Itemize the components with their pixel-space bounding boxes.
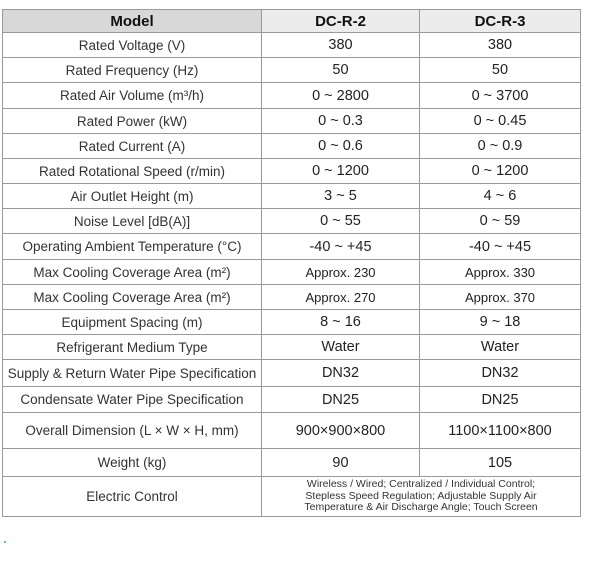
table-row [3,413,581,449]
value-dc-r-2: 0 ~ 1200 [262,159,420,184]
electric-control-value [262,477,581,517]
table-row [3,285,581,310]
table-row [3,234,581,260]
row-label: Operating Ambient Temperature (°C) [3,234,262,260]
row-label: Refrigerant Medium Type [3,335,262,360]
table-row [3,360,581,387]
value-dc-r-2: 0 ~ 0.6 [262,134,420,159]
value-dc-r-2: DN25 [262,387,420,413]
row-label: Rated Frequency (Hz) [3,58,262,83]
table-row-electric-control [3,477,581,517]
row-label: Condensate Water Pipe Specification [3,387,262,413]
stray-dot [4,541,6,543]
value-dc-r-2: 380 [262,33,420,58]
table-header-row [3,10,581,33]
value-dc-r-2: 3 ~ 5 [262,184,420,209]
electric-control-line-2: Stepless Speed Regulation; Adjustable Supply Air [305,489,537,502]
value-dc-r-3: DN25 [420,387,581,413]
value-dc-r-2: 0 ~ 55 [262,209,420,234]
value-dc-r-2: Approx. 270 [262,285,420,310]
electric-control-line-1: Wireless / Wired; Centralized / Individual Control; [306,478,536,491]
spec-table [2,9,581,517]
row-label: Supply & Return Water Pipe Specification [3,360,262,387]
value-dc-r-2: -40 ~ +45 [262,234,420,260]
value-dc-r-2: DN32 [262,360,420,387]
value-dc-r-3: 0 ~ 0.45 [420,109,581,134]
table-row [3,387,581,413]
row-label: Weight (kg) [3,449,262,477]
table-row [3,335,581,360]
value-dc-r-2: 50 [262,58,420,83]
row-label: Max Cooling Coverage Area (m²) [3,285,262,310]
row-label: Overall Dimension (L × W × H, mm) [3,413,262,449]
value-dc-r-2: 900×900×800 [262,413,420,449]
table-row [3,159,581,184]
table-row [3,449,581,477]
value-dc-r-3: DN32 [420,360,581,387]
row-label: Equipment Spacing (m) [3,310,262,335]
table-row [3,209,581,234]
table-row [3,58,581,83]
value-dc-r-3: 105 [420,449,581,477]
model-name-dc-r-3: DC-R-3 [420,10,581,33]
value-dc-r-2: 0 ~ 0.3 [262,109,420,134]
table-row [3,310,581,335]
value-dc-r-2: 0 ~ 2800 [262,83,420,109]
table-row [3,33,581,58]
value-dc-r-3: 0 ~ 3700 [420,83,581,109]
spec-rows [3,33,581,477]
row-label: Rated Power (kW) [3,109,262,134]
row-label: Noise Level [dB(A)] [3,209,262,234]
value-dc-r-3: 9 ~ 18 [420,310,581,335]
model-header: Model [3,10,262,33]
row-label: Rated Air Volume (m³/h) [3,83,262,109]
table-row [3,83,581,109]
value-dc-r-2: 90 [262,449,420,477]
table-row [3,134,581,159]
row-label: Rated Voltage (V) [3,33,262,58]
value-dc-r-3: Approx. 370 [420,285,581,310]
electric-control-line-3: Temperature & Air Discharge Angle; Touch Screen [304,501,538,514]
table-row [3,109,581,134]
value-dc-r-3: 1100×1100×800 [420,413,581,449]
row-label: Max Cooling Coverage Area (m²) [3,260,262,285]
value-dc-r-3: -40 ~ +45 [420,234,581,260]
row-label: Rated Rotational Speed (r/min) [3,159,262,184]
table-row [3,260,581,285]
value-dc-r-2: Water [262,335,420,360]
value-dc-r-3: 50 [420,58,581,83]
model-name-dc-r-2: DC-R-2 [262,10,420,33]
value-dc-r-3: 0 ~ 0.9 [420,134,581,159]
row-label: Electric Control [3,477,262,517]
value-dc-r-2: Approx. 230 [262,260,420,285]
value-dc-r-2: 8 ~ 16 [262,310,420,335]
value-dc-r-3: 4 ~ 6 [420,184,581,209]
value-dc-r-3: 0 ~ 59 [420,209,581,234]
table-row [3,184,581,209]
value-dc-r-3: 0 ~ 1200 [420,159,581,184]
value-dc-r-3: 380 [420,33,581,58]
row-label: Rated Current (A) [3,134,262,159]
value-dc-r-3: Approx. 330 [420,260,581,285]
value-dc-r-3: Water [420,335,581,360]
row-label: Air Outlet Height (m) [3,184,262,209]
